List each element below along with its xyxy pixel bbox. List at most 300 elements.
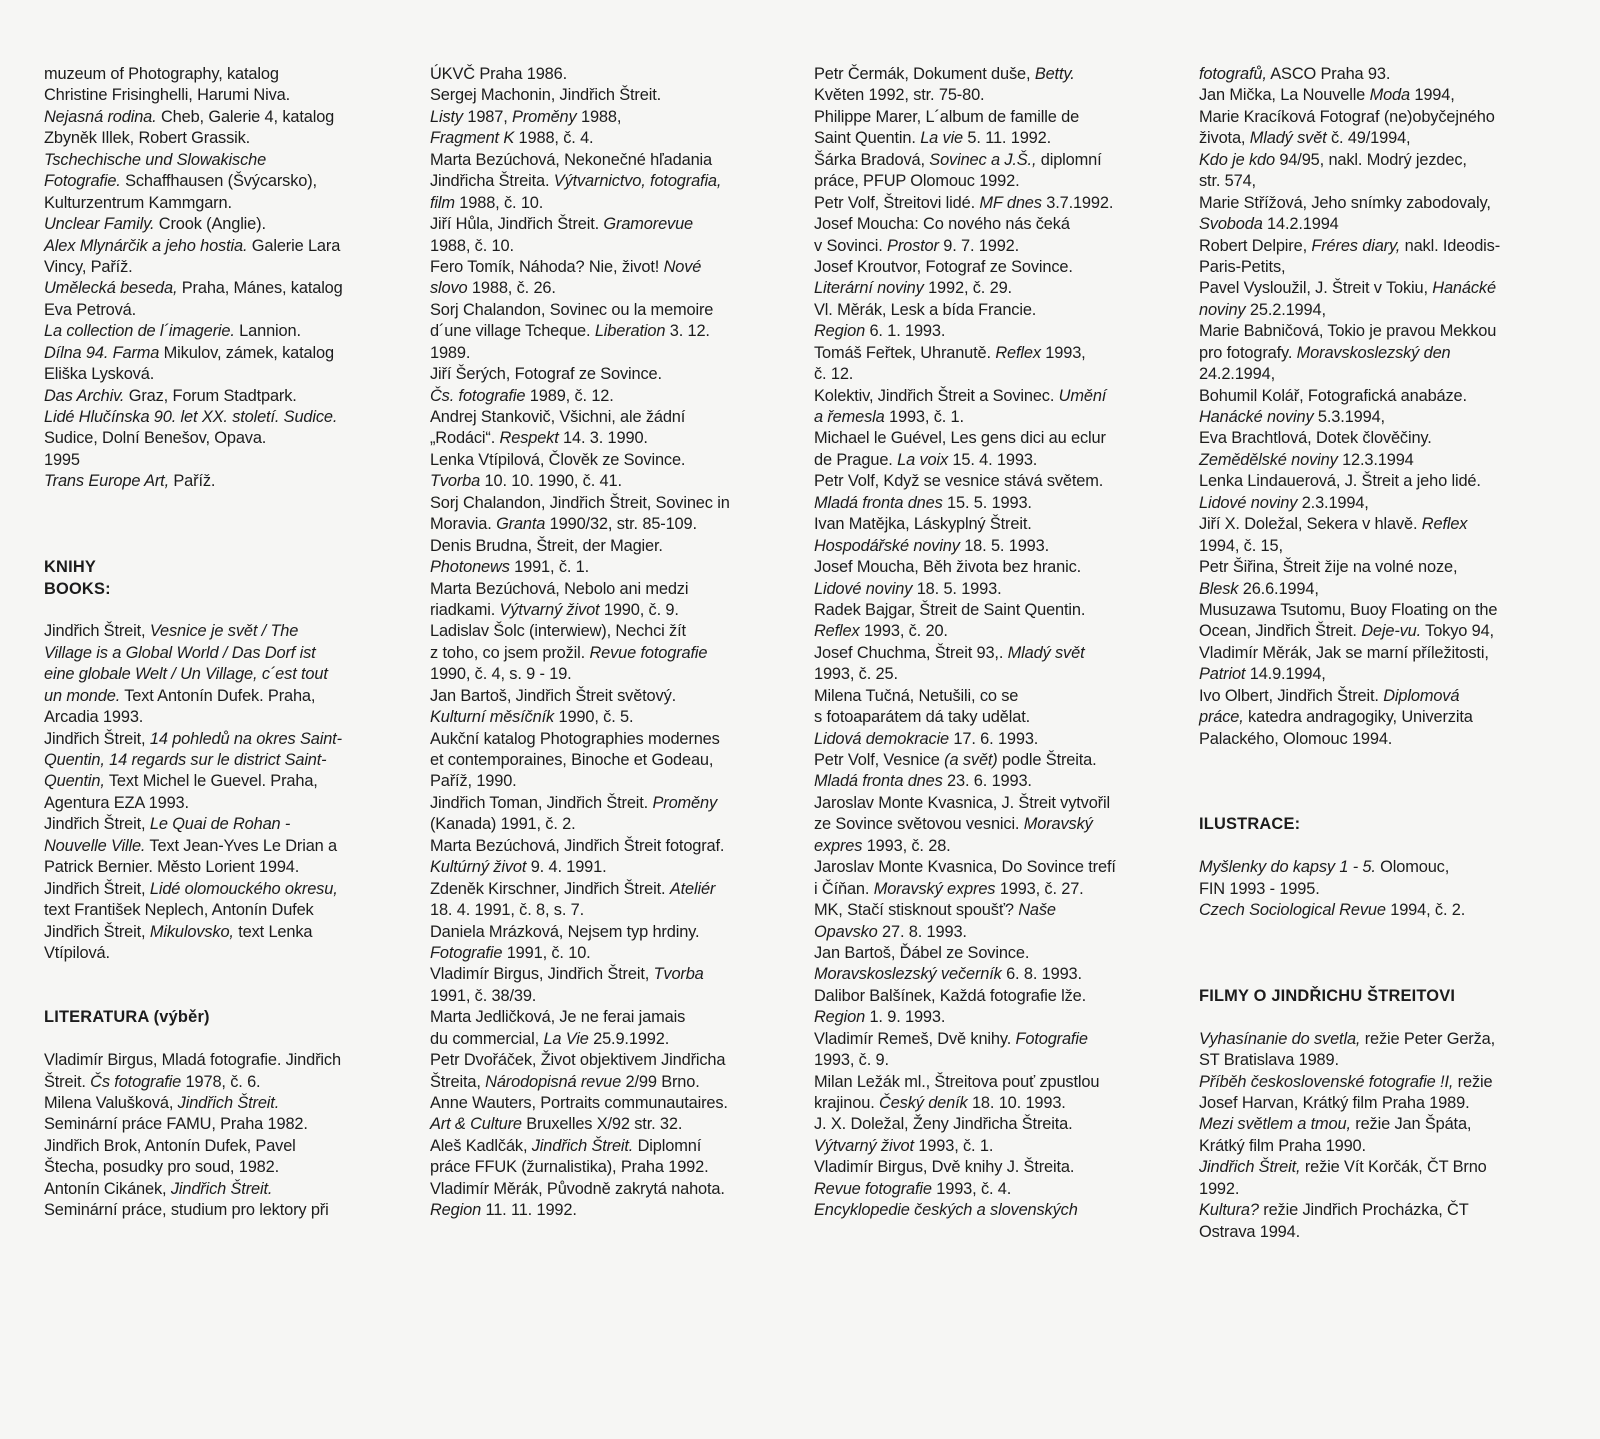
italic-segment: Moda [1369,86,1410,105]
text-line: Josef Moucha, Běh života bez hranic. [814,558,1082,577]
text-segment: 9. 7. 1992. [938,236,1020,255]
italic-segment: Diplomová [1383,686,1460,705]
text-segment: Pavel Vysloužil, J. Štreit v Tokiu, [1199,279,1433,298]
text-line: Lenka Lindauerová, J. Štreit a jeho lidé. [1199,472,1481,491]
text-segment: 3.7.1992. [1041,193,1114,212]
text-segment: 1993, č. 28. [862,836,951,855]
text-line: FIN 1993 - 1995. [1199,879,1320,898]
text-segment: 6. 1. 1993. [865,322,946,341]
text-segment: 1988, č. 4. [514,129,594,148]
text-segment: Jindřich Štreit, [44,879,150,898]
text-segment: 1993, č. 1. [913,1136,994,1155]
text-line [1199,664,1539,685]
italic-segment: Ateliér [669,879,716,898]
italic-segment: Umělecká beseda, [44,279,178,298]
text-segment: Ocean, Jindřich Štreit. [1199,622,1362,641]
text-line: Štecha, posudky pro soud, 1982. [44,1158,279,1177]
italic-segment: Vyhasínanie do svetla, [1199,1029,1361,1048]
blank-line [1199,771,1539,792]
text-segment: 5. 11. 1992. [963,129,1051,148]
text-line: Musuzawa Tsutomu, Buoy Floating on the [1199,600,1498,619]
text-segment: Paříž. [168,472,216,491]
italic-segment: Respekt [499,429,559,448]
column-3 [814,64,1166,1222]
italic-segment: Mladý svět [1249,129,1327,148]
text-line: Milan Ležák ml., Štreitova pouť zpustlou [814,1072,1100,1091]
italic-segment: Fréres diary, [1311,236,1401,255]
text-segment: Robert Delpire, [1199,236,1312,255]
column-2 [430,64,770,1222]
text-segment: Vladimír Remeš, Dvě knihy. [814,1029,1016,1048]
text-line [814,729,1166,750]
italic-segment: Quentin, [44,772,105,791]
text-line: Lenka Vtípilová, Člověk ze Sovince. [430,450,686,469]
italic-segment: Trans Europe Art, [44,472,169,491]
text-line: Petr Šiřina, Štreit žije na volné noze, [1199,558,1458,577]
text-line: Seminární práce, studium pro lektory při [44,1201,329,1220]
text-segment: ze Sovince světovou vesnici. [814,815,1024,834]
text-line [1199,493,1539,514]
text-line: Village is a Global World / Das Dorf ist [44,643,316,662]
blank-line [44,600,384,621]
blank-line [44,964,384,985]
text-line [1199,278,1539,299]
text-segment: Petr Volf, Štreitovi lidé. [814,193,980,212]
text-segment: Praha, Mánes, katalog [177,279,343,298]
italic-segment: Tvorba [430,472,481,491]
text-segment: 18. 10. 1993. [967,1094,1066,1112]
section-heading: FILMY O JINDŘICHU ŠTREITOVI [1199,986,1456,1005]
text-line: práce FFUK (žurnalistika), Praha 1992. [430,1158,709,1177]
italic-segment: Kultura? [1199,1201,1259,1220]
text-line: Sergej Machonin, Jindřich Štreit. [430,86,662,105]
italic-segment: práce, [1199,708,1244,727]
text-line: Agentura EZA 1993. [44,793,189,812]
text-line: Arcadia 1993. [44,708,144,727]
text-line: 1995 [44,450,80,469]
italic-segment: Svoboda [1199,215,1263,234]
text-line: (Kanada) 1991, č. 2. [430,815,576,834]
text-line: Jaroslav Monte Kvasnica, J. Štreit vytvořil [814,793,1110,812]
text-segment: diplomní [1036,150,1102,169]
text-line [814,128,1166,149]
text-line [814,1093,1166,1114]
section-heading: KNIHY [44,558,96,577]
text-line: Jan Bartoš, Jindřich Štreit světový. [430,686,677,705]
text-segment: Jiří X. Doležal, Sekera v hlavě. [1199,515,1422,534]
italic-segment: Mladá fronta dnes [814,772,943,791]
italic-segment: Jindřich Štreit. [531,1136,634,1155]
text-line: Marta Bezúchová, Nebolo ani medzi [430,579,689,598]
text-line [430,257,770,278]
italic-segment: Český deník [879,1094,968,1112]
text-line: Sorj Chalandon, Sovinec ou la memoire [430,300,714,319]
text-line: Milena Tučná, Netušili, co se [814,686,1019,705]
text-line [44,236,384,257]
text-segment: 1988, č. 10. [454,193,544,212]
text-line [44,686,384,707]
text-line: Seminární práce FAMU, Praha 1982. [44,1115,308,1134]
text-line: et contemporaines, Binoche et Godeau, [430,751,714,769]
italic-segment: Výtvarný život [814,1136,914,1155]
text-segment: režie Jan Špáta, [1350,1115,1472,1134]
italic-segment: Výtvarnictvo, fotografia, [553,172,722,191]
text-segment: Šárka Bradová, [814,150,930,169]
text-segment: 1994, [1409,86,1455,105]
text-segment: života, [1199,129,1250,148]
text-segment: krajinou. [814,1094,880,1112]
text-segment: Mikulov, zámek, katalog [159,343,334,362]
italic-segment: slovo [430,279,468,298]
text-line [430,793,770,814]
text-line: Daniela Mrázková, Nejsem typ hrdiny. [430,922,700,941]
text-segment: Milena Valušková, [44,1094,178,1112]
text-segment: č. 49/1994, [1326,129,1411,148]
italic-segment: Reflex [1421,515,1468,534]
italic-segment: 14 pohledů na okres Saint- [149,729,342,748]
text-segment: 27. 8. 1993. [877,922,967,941]
text-segment: Bruxelles X/92 str. 32. [521,1115,683,1134]
italic-segment: Fotografie [1015,1029,1088,1048]
text-line: Philippe Marer, L´album de famille de [814,107,1080,126]
text-line [430,193,770,214]
text-line [430,107,770,128]
text-segment: režie Jindřich Procházka, ČT [1258,1201,1469,1220]
text-segment: Saint Quentin. [814,129,921,148]
text-segment: 1978, č. 6. [181,1072,261,1091]
italic-segment: Čs. fotografie [430,386,526,405]
text-line: Lidé Hlučínska 90. let XX. století. Sudice. [44,408,338,426]
text-line: Josef Harvan, Krátký film Praha 1989. [1199,1094,1470,1112]
italic-segment: Kdo je kdo [1199,150,1275,169]
text-segment: 2.3.1994, [1297,493,1369,512]
text-line: Andrej Stankovič, Všichni, ale žádní [430,408,686,426]
text-line: Patrick Bernier. Město Lorient 1994. [44,858,300,877]
text-segment: 23. 6. 1993. [942,772,1032,791]
text-segment: Jindřich Štreit, [44,815,150,834]
text-line: Jindřich Brok, Antonín Dufek, Pavel [44,1136,296,1155]
text-line [44,1093,384,1114]
italic-segment: Jindřich Štreit, [1199,1158,1301,1177]
text-line [814,278,1166,299]
text-line: Sudice, Dolní Benešov, Opava. [44,429,267,448]
text-line: Bohumil Kolář, Fotografická anabáze. [1199,386,1467,405]
text-segment: podle Štreita. [997,751,1097,769]
text-line [1199,214,1539,235]
text-line [430,514,770,535]
text-line [814,321,1166,342]
text-segment: 1991, č. 10. [502,943,591,962]
italic-segment: La voix [897,450,948,469]
text-segment: 14. 3. 1990. [558,429,648,448]
section-heading: LITERATURA (výběr) [44,1008,210,1027]
text-line: Vladimír Měrák, Původně zakrytá nahota. [430,1179,725,1198]
text-line [44,922,384,943]
text-segment: Kolektiv, Jindřich Štreit a Sovinec. [814,386,1059,405]
text-line [44,771,384,792]
italic-segment: Revue fotografie [589,643,708,662]
text-segment: riadkami. [430,600,500,619]
text-line: str. 574, [1199,172,1256,191]
text-segment: 15. 5. 1993. [942,493,1032,512]
text-line [430,278,770,299]
italic-segment: Nové [663,257,702,276]
text-line [814,879,1166,900]
italic-segment: Sovinec a J.Š., [929,150,1037,169]
text-line [430,943,770,964]
text-segment: Josef Chuchma, Štreit 93,. [814,643,1008,662]
text-segment: Moravia. [430,515,497,534]
blank-line [1199,793,1539,814]
text-segment: 1991, č. 1. [509,558,590,577]
text-line [1199,150,1539,171]
text-segment: 1993, č. 27. [995,879,1084,898]
text-segment: Text Jean-Yves Le Drian a [145,836,337,855]
text-line: Encyklopedie českých a slovenských [814,1201,1078,1220]
text-line [1199,621,1539,642]
italic-segment: Příběh československé fotografie !I, [1199,1072,1454,1091]
text-line: č. 12. [814,365,854,384]
text-segment: 1. 9. 1993. [865,1008,946,1027]
text-line: Palackého, Olomouc 1994. [1199,729,1393,748]
text-line [430,1029,770,1050]
text-line [430,857,770,878]
text-line [430,386,770,407]
text-line [430,557,770,578]
text-line [1199,857,1539,878]
text-segment: režie Peter Gerža, [1360,1029,1496,1048]
text-line [1199,85,1539,106]
text-segment: Petr Čermák, Dokument duše, [814,65,1035,83]
italic-segment: a řemesla [814,408,885,426]
text-line: Marta Bezúchová, Jindřich Štreit fotograf. [430,836,725,855]
italic-segment: Gramorevue [603,215,694,234]
italic-segment: expres [814,836,863,855]
text-segment: Galerie Lara [247,236,341,255]
italic-segment: Lidové noviny [1199,493,1298,512]
text-segment: 1989, č. 12. [525,386,614,405]
text-segment: Ivo Olbert, Jindřich Štreit. [1199,686,1384,705]
text-line [1199,236,1539,257]
text-segment: z toho, co jsem prožil. [430,643,590,662]
blank-line [1199,964,1539,985]
text-line [1199,1072,1539,1093]
italic-segment: film [430,193,455,212]
text-line: 1994, č. 15, [1199,536,1283,555]
text-line: Květen 1992, str. 75-80. [814,86,985,105]
blank-line [44,536,384,557]
text-segment: 2/99 Brno. [621,1072,700,1091]
italic-segment: Hospodářské noviny [814,536,960,555]
italic-segment: Literární noviny [814,279,924,298]
text-segment: Diplomní [633,1136,702,1155]
text-line: Marie Střížová, Jeho snímky zabodovaly, [1199,193,1491,212]
blank-line [1199,836,1539,857]
text-line: Vincy, Paříž. [44,257,133,276]
text-segment: 1993, č. 20. [859,622,948,641]
italic-segment: Hanácké noviny [1199,408,1314,426]
italic-segment: Reflex [995,343,1041,362]
text-line: s fotoaparátem dá taky udělat. [814,708,1030,727]
text-segment: 9. 4. 1991. [526,858,607,877]
text-segment: 11. 11. 1992. [481,1201,577,1220]
text-segment: ASCO Praha 93. [1266,65,1391,83]
text-segment: 18. 5. 1993. [912,579,1002,598]
text-line: Vl. Měrák, Lesk a bída Francie. [814,300,1037,319]
text-line: 1988, č. 10. [430,236,514,255]
italic-segment: Patriot [1199,665,1246,684]
text-line [814,922,1166,943]
text-line [430,171,770,192]
text-line [1199,707,1539,728]
text-line [44,171,384,192]
text-line: Josef Moucha: Co nového nás čeká [814,215,1070,234]
text-line [430,214,770,235]
italic-segment: Moravský [1023,815,1093,834]
text-segment: Štreita, [430,1072,486,1091]
text-segment: Text Antonín Dufek. Praha, [120,686,316,705]
text-line [430,428,770,449]
text-segment: katedra andragogiky, Univerzita [1243,708,1473,727]
text-segment: Tomáš Feřtek, Uhranutě. [814,343,996,362]
text-segment: Text Michel le Guevel. Praha, [104,772,318,791]
text-line: Zbyněk Illek, Robert Grassik. [44,129,251,148]
italic-segment: Unclear Family. [44,215,155,234]
text-line [44,1072,384,1093]
text-segment: Antonín Cikánek, [44,1179,171,1198]
italic-segment: Tvorba [653,965,704,984]
italic-segment: Proměny [512,107,577,126]
italic-segment: Naše [1018,901,1056,920]
text-segment: 1993, [1040,343,1086,362]
text-segment: Jindřich Toman, Jindřich Štreit. [430,793,653,812]
text-line: Eva Petrová. [44,300,137,319]
text-line [814,407,1166,428]
text-line [814,450,1166,471]
text-segment: režie [1453,1072,1493,1091]
blank-line [1199,943,1539,964]
italic-segment: Čs fotografie [90,1072,182,1091]
italic-segment: Výtvarný život [499,600,600,619]
text-line [1199,1029,1539,1050]
text-line [814,236,1166,257]
text-line: Quentin, 14 regards sur le district Saint- [44,751,327,769]
text-line: Dalibor Balšínek, Každá fotografie lže. [814,986,1087,1005]
italic-segment: La Vie [543,1029,589,1048]
text-segment: režie Vít Korčák, ČT Brno [1300,1158,1487,1177]
text-segment: 17. 6. 1993. [949,729,1039,748]
italic-segment: Moravský expres [873,879,996,898]
text-segment: Štreit. [44,1072,91,1091]
text-line [430,1114,770,1135]
text-segment: de Prague. [814,450,898,469]
text-line: Kulturzentrum Kammgarn. [44,193,232,212]
text-line [430,1072,770,1093]
text-line: Vtípilová. [44,943,110,962]
italic-segment: Umění [1058,386,1107,405]
text-line [1199,900,1539,921]
italic-segment: Le Quai de Rohan - [149,815,291,834]
text-segment: Zdeněk Kirschner, Jindřich Štreit. [430,879,670,898]
italic-segment: Czech Sociological Revue [1199,901,1386,920]
italic-segment: Jindřich Štreit. [170,1179,273,1198]
italic-segment: Zemědělské noviny [1199,450,1338,469]
italic-segment: Region [430,1201,482,1220]
text-line: text František Neplech, Antonín Dufek [44,901,314,920]
text-line [814,964,1166,985]
text-segment: Jan Mička, La Nouvelle [1199,86,1370,105]
text-line [1199,579,1539,600]
text-line: Marta Jedličková, Je ne ferai jamais [430,1008,686,1027]
text-line [1199,64,1539,85]
text-line [430,471,770,492]
text-line [44,621,384,642]
text-segment: Jindřich Štreit, [44,922,150,941]
text-line: ÚKVČ Praha 1986. [430,65,568,83]
text-segment: Vladimír Birgus, Jindřich Štreit, [430,965,654,984]
text-segment: Jindřicha Štreita. [430,172,554,191]
text-line [430,879,770,900]
italic-segment: Mezi světlem a tmou, [1199,1115,1351,1134]
blank-line [44,493,384,514]
italic-segment: Region [814,322,866,341]
text-line: eine globale Welt / Un Village, c´est tout [44,665,328,684]
text-segment: v Sovinci. [814,236,888,255]
text-line [814,536,1166,557]
italic-segment: Lidová demokracie [814,729,950,748]
text-segment: 1990, č. 9. [599,600,679,619]
text-line: Denis Brudna, Štreit, der Magier. [430,536,663,555]
text-segment: Tokyo 94, [1421,622,1494,641]
text-segment: Olomouc, [1375,858,1450,877]
italic-segment: Art & Culture [430,1115,522,1134]
italic-segment: Blesk [1199,579,1239,598]
italic-segment: Opavsko [814,922,878,941]
italic-segment: Listy [430,107,463,126]
column-4 [1199,64,1539,1243]
italic-segment: Jindřich Štreit. [177,1094,280,1112]
text-line [430,1136,770,1157]
text-line [430,321,770,342]
italic-segment: Deje-vu. [1361,622,1422,641]
text-segment: Jindřich Štreit, [44,622,150,641]
text-line: 1991, č. 38/39. [430,986,537,1005]
text-segment: 1988, č. 26. [467,279,556,298]
section-heading: ILUSTRACE: [1199,815,1301,834]
text-line [1199,1114,1539,1135]
text-segment: Jindřich Štreit, [44,729,150,748]
text-line [44,471,384,492]
text-line [44,214,384,235]
italic-segment: Kultúrný život [430,858,527,877]
blank-line [1199,750,1539,771]
italic-segment: Kulturní měsíčník [430,708,555,727]
text-segment: 18. 5. 1993. [959,536,1049,555]
text-line [44,814,384,835]
italic-segment: Vesnice je svět / The [149,622,299,641]
text-line [44,321,384,342]
text-line [814,750,1166,771]
text-line: 18. 4. 1991, č. 8, s. 7. [430,901,585,920]
text-line: muzeum of Photography, katalog [44,65,279,83]
text-line: Anne Wauters, Portraits communautaires. [430,1094,728,1112]
column-1 [44,64,384,1222]
text-segment: 25.9.1992. [588,1029,670,1048]
italic-segment: un monde. [44,686,121,705]
italic-segment: Liberation [594,322,666,341]
italic-segment: Mikulovsko, [149,922,234,941]
text-segment: Graz, Forum Stadtpark. [124,386,297,405]
